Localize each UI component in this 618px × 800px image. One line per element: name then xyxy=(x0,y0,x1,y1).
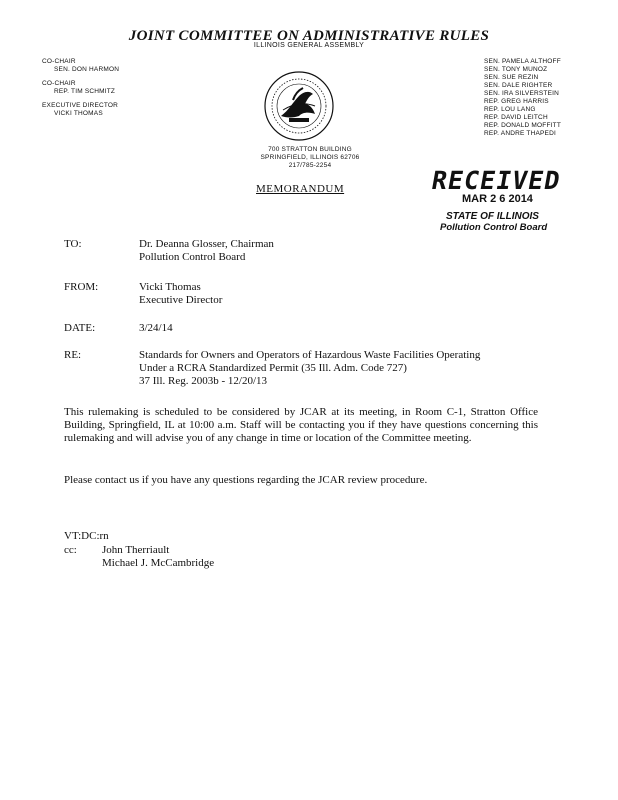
roster-member: SEN. PAMELA ALTHOFF xyxy=(484,58,561,65)
roster-role: CO-CHAIR xyxy=(42,58,76,65)
re-line: Standards for Owners and Operators of Hazardous Waste Facilities Operating xyxy=(139,349,481,361)
cc-name: Michael J. McCambridge xyxy=(102,557,215,569)
cc-list xyxy=(102,544,214,570)
roster-role: CO-CHAIR xyxy=(42,80,76,87)
roster-member: SEN. SUE REZIN xyxy=(484,74,539,81)
cc-name: John Therriault xyxy=(102,544,170,556)
stamp-board: Pollution Control Board xyxy=(440,222,548,233)
initials: VT:DC:rn xyxy=(64,530,109,542)
roster-member: SEN. DALE RIGHTER xyxy=(484,82,553,89)
roster-member: REP. DAVID LEITCH xyxy=(484,114,548,121)
address-line: SPRINGFIELD, ILLINOIS 62706 xyxy=(260,154,360,161)
stamp-received: RECEIVED xyxy=(429,166,563,195)
re-value xyxy=(139,349,539,388)
re-line: Under a RCRA Standardized Permit (35 Ill. Adm. Code 727) xyxy=(139,362,407,374)
roster-role: EXECUTIVE DIRECTOR xyxy=(42,102,119,109)
body-paragraph: Please contact us if you have any questions regarding the JCAR review procedure. xyxy=(64,474,428,486)
roster-name: VICKI THOMAS xyxy=(54,110,103,117)
to-label: TO: xyxy=(64,238,82,250)
date-value: 3/24/14 xyxy=(139,322,173,334)
body-paragraph: This rulemaking is scheduled to be considered by JCAR at its meeting, in Room C-1, Stratton Office Building, Springfield, IL at 10:00 a.m. Staff will be contacting you if they have questions concerning this rulemaking and will advise you of any change in time or location of the Committee meeting. xyxy=(64,406,538,444)
right-roster xyxy=(484,58,614,138)
roster-member: REP. DONALD MOFFITT xyxy=(484,122,561,129)
address-line: 700 STRATTON BUILDING xyxy=(268,146,352,153)
committee-title: JOINT COMMITTEE ON ADMINISTRATIVE RULES xyxy=(128,28,490,44)
received-stamp xyxy=(429,166,563,233)
roster-name: SEN. DON HARMON xyxy=(54,66,120,73)
cc-label: cc: xyxy=(64,544,77,556)
to-line: Pollution Control Board xyxy=(139,251,246,263)
address-line: 217/785-2254 xyxy=(288,162,332,169)
from-line: Executive Director xyxy=(139,294,223,306)
memo-heading: MEMORANDUM xyxy=(256,183,345,195)
from-label: FROM: xyxy=(64,281,99,293)
re-label: RE: xyxy=(64,349,82,361)
roster-member: REP. GREG HARRIS xyxy=(484,98,549,105)
roster-name: REP. TIM SCHMITZ xyxy=(54,88,116,95)
from-value xyxy=(139,281,222,307)
office-address xyxy=(250,146,370,170)
stamp-date: MAR 2 6 2014 xyxy=(462,193,533,205)
left-roster xyxy=(42,58,119,124)
state-seal-icon xyxy=(263,70,335,142)
roster-member: SEN. IRA SILVERSTEIN xyxy=(484,90,560,97)
to-line: Dr. Deanna Glosser, Chairman xyxy=(139,238,274,250)
date-label: DATE: xyxy=(64,322,96,334)
roster-member: REP. LOU LANG xyxy=(484,106,536,113)
roster-member: SEN. TONY MUNOZ xyxy=(484,66,548,73)
stamp-state: STATE OF ILLINOIS xyxy=(446,211,539,222)
from-line: Vicki Thomas xyxy=(139,281,201,293)
committee-subtitle: ILLINOIS GENERAL ASSEMBLY xyxy=(253,42,365,49)
re-line: 37 Ill. Reg. 2003b - 12/20/13 xyxy=(139,375,268,387)
to-value xyxy=(139,238,274,264)
roster-member: REP. ANDRE THAPEDI xyxy=(484,130,556,137)
